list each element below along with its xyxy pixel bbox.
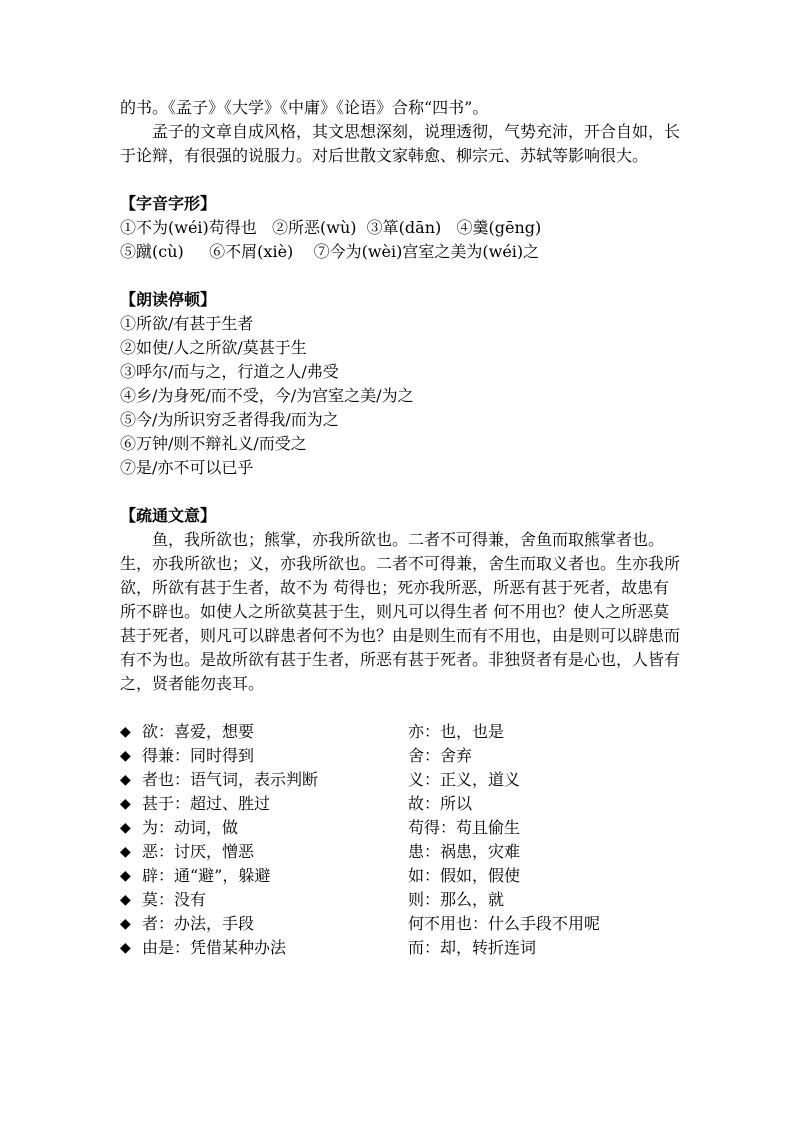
vocab-right: 如：假如，假使 bbox=[408, 866, 521, 885]
pause-item: ⑥万钟/则不辩礼义/而受之 bbox=[120, 434, 307, 453]
vocab-right: 亦：也，也是 bbox=[408, 722, 505, 741]
spacer bbox=[120, 696, 680, 720]
meaning-heading: 【疏通文意】 bbox=[120, 506, 217, 525]
diamond-bullet-icon: ◆ bbox=[120, 748, 131, 764]
vocab-row bbox=[120, 840, 680, 864]
vocab-row bbox=[120, 792, 680, 816]
vocab-row bbox=[120, 936, 680, 960]
vocab-right: 苟得：苟且偷生 bbox=[408, 818, 521, 837]
pause-item: ①所欲/有甚于生者 bbox=[120, 314, 254, 333]
vocab-row bbox=[120, 768, 680, 792]
vocab-left: 者：办法，手段 bbox=[142, 914, 255, 933]
vocab-list bbox=[120, 720, 680, 960]
intro-paragraph: 孟子的文章自成风格，其文思想深刻，说理透彻，气势充沛，开合自如，长于论辩，有很强的说服力。对后世散文家韩愈、柳宗元、苏轼等影响很大。 bbox=[120, 122, 681, 165]
spacer bbox=[120, 264, 680, 288]
vocab-right: 何不用也：什么手段不用呢 bbox=[408, 914, 601, 933]
document-page bbox=[120, 96, 680, 960]
pause-item: ③呼尔/而与之，行道之人/弗受 bbox=[120, 362, 339, 381]
diamond-bullet-icon: ◆ bbox=[120, 772, 131, 788]
vocab-left: 由是：凭借某种办法 bbox=[142, 938, 287, 957]
pause-item: ⑤今/为所识穷乏者得我/而为之 bbox=[120, 410, 339, 429]
vocab-row bbox=[120, 720, 680, 744]
vocab-row bbox=[120, 888, 680, 912]
pause-item: ⑦是/亦不可以已乎 bbox=[120, 458, 254, 477]
vocab-right: 患：祸患，灾难 bbox=[408, 842, 521, 861]
diamond-bullet-icon: ◆ bbox=[120, 796, 131, 812]
diamond-bullet-icon: ◆ bbox=[120, 892, 131, 908]
diamond-bullet-icon: ◆ bbox=[120, 940, 131, 956]
pronunciation-heading: 【字音字形】 bbox=[120, 194, 217, 213]
pauses-heading: 【朗读停顿】 bbox=[120, 290, 217, 309]
vocab-left: 辟：通“避”，躲避 bbox=[142, 866, 271, 885]
spacer bbox=[120, 480, 680, 504]
vocab-left: 者也：语气词，表示判断 bbox=[142, 770, 319, 789]
vocab-right: 舍：舍弃 bbox=[408, 746, 473, 765]
diamond-bullet-icon: ◆ bbox=[120, 724, 131, 740]
vocab-right: 而：却，转折连词 bbox=[408, 938, 537, 957]
vocab-right: 故：所以 bbox=[408, 794, 473, 813]
vocab-right: 则：那么，就 bbox=[408, 890, 505, 909]
diamond-bullet-icon: ◆ bbox=[120, 820, 131, 836]
diamond-bullet-icon: ◆ bbox=[120, 844, 131, 860]
pronunciation-line: ①不为(wéi)苟得也 ②所恶(wù) ③箪(dān) ④羹(gēng) bbox=[120, 218, 542, 237]
vocab-row bbox=[120, 912, 680, 936]
vocab-left: 甚于：超过、胜过 bbox=[142, 794, 271, 813]
intro-line: 的书。《孟子》《大学》《中庸》《论语》合称“四书”。 bbox=[120, 98, 489, 117]
vocab-left: 欲：喜爱，想要 bbox=[142, 722, 255, 741]
vocab-left: 为：动词，做 bbox=[142, 818, 239, 837]
pause-item: ④乡/为身死/而不受，今/为宫室之美/为之 bbox=[120, 386, 414, 405]
vocab-row bbox=[120, 864, 680, 888]
vocab-left: 得兼：同时得到 bbox=[142, 746, 255, 765]
meaning-paragraph: 鱼，我所欲也；熊掌，亦我所欲也。二者不可得兼，舍鱼而取熊掌者也。生，亦我所欲也；义，亦我所欲也。二者不可得兼，舍生而取义者也。生亦我所欲，所欲有甚于生者，故不为 苟得也；死亦我所恶，所恶有甚于死者，故患有所不辟也。如使人之所欲莫甚于生，则凡可以得生者 何不用也？使人之所恶莫甚于死者，则凡可以辟患者何不为也？由是则生而有不用也，由是则可以辟患而有不为也。是故所欲有甚于生者，所恶有甚于死者。非独贤者有是心也，人皆有之，贤者能勿丧耳。 bbox=[120, 530, 681, 693]
pronunciation-line: ⑤蹴(cù) ⑥不屑(xiè) ⑦今为(wèi)宫室之美为(wéi)之 bbox=[120, 242, 540, 261]
vocab-row bbox=[120, 744, 680, 768]
diamond-bullet-icon: ◆ bbox=[120, 868, 131, 884]
pause-item: ②如使/人之所欲/莫甚于生 bbox=[120, 338, 307, 357]
vocab-right: 义：正义，道义 bbox=[408, 770, 521, 789]
diamond-bullet-icon: ◆ bbox=[120, 916, 131, 932]
vocab-row bbox=[120, 816, 680, 840]
spacer bbox=[120, 168, 680, 192]
vocab-left: 恶：讨厌，憎恶 bbox=[142, 842, 255, 861]
vocab-left: 莫：没有 bbox=[142, 890, 207, 909]
